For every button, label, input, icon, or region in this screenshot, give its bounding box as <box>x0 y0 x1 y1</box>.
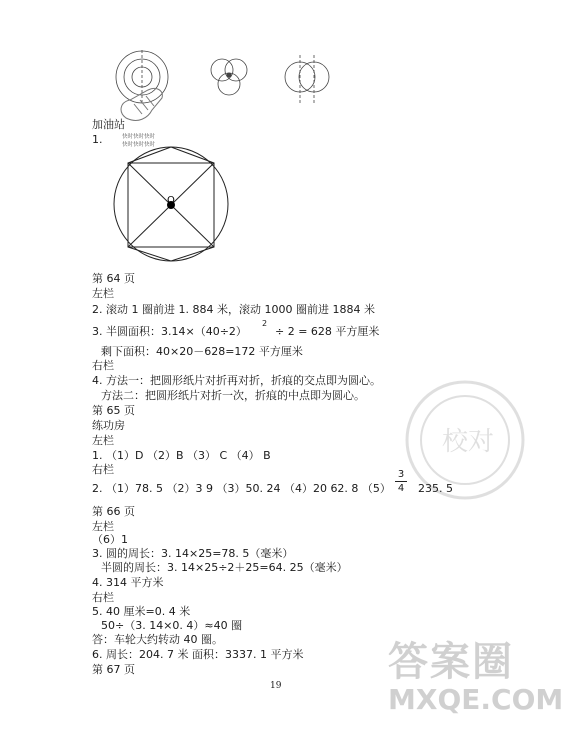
page-label-66: 第 66 页 <box>92 505 135 518</box>
stamp-watermark <box>400 375 530 505</box>
section-liangongfang: 练功房 <box>92 419 125 432</box>
right-column-label: 右栏 <box>92 359 114 372</box>
left-column-label: 左栏 <box>92 520 114 533</box>
answer-3-circumference: 3. 圆的周长：3. 14×25=78. 5（毫米） <box>92 547 294 560</box>
tiny-text-1: 快时快时快时 <box>122 134 156 140</box>
answer-2: 2. 滚动 1 圈前进 1. 884 米，滚动 1000 圈前进 1884 米 <box>92 303 375 316</box>
answer-6: （6）1 <box>92 533 128 546</box>
fraction-numerator: 3 <box>397 469 405 480</box>
right-column-label: 右栏 <box>92 463 114 476</box>
answer-1-choices: 1. （1）D （2）B （3） C （4） B <box>92 449 271 462</box>
page-label-65: 第 65 页 <box>92 404 135 417</box>
answer-2-values: 2. （1）78. 5 （2）3 9 （3）50. 24 （4）20 62. 8 （5） <box>92 482 391 495</box>
answer-3-remain: 剩下面积：40×20－628=172 平方厘米 <box>101 345 303 358</box>
answer-3-semicircle: 半圆的周长：3. 14×25÷2＋25=64. 25（毫米） <box>101 561 348 574</box>
center-label-o: O <box>167 195 175 206</box>
heading-jiayouzhan: 加油站 <box>92 118 125 131</box>
answer-2-tail: 235. 5 <box>418 482 453 495</box>
site-watermark <box>388 640 563 716</box>
top-circle-diagrams <box>0 0 565 120</box>
watermark-text: 答案圈 <box>388 639 514 685</box>
page-number: 19 <box>270 681 282 691</box>
svg-text:校对: 校对 <box>442 427 495 457</box>
right-column-label: 右栏 <box>92 591 114 604</box>
answer-4-area: 4. 314 平方米 <box>92 576 164 589</box>
answer-4-method-1: 4. 方法一：把圆形纸片对折再对折，折痕的交点即为圆心。 <box>92 374 381 387</box>
left-column-label: 左栏 <box>92 434 114 447</box>
page-label-64: 第 64 页 <box>92 272 135 285</box>
answer-3-head: 3. 半圆面积：3.14×（40÷2） <box>92 325 247 338</box>
page-label-67: 第 67 页 <box>92 663 135 676</box>
answer-3-tail: ÷ 2 = 628 平方厘米 <box>275 325 380 338</box>
left-column-label: 左栏 <box>92 287 114 300</box>
answer-6-perimeter-area: 6. 周长：204. 7 米 面积：3337. 1 平方米 <box>92 648 304 661</box>
answer-5-conversion: 5. 40 厘米=0. 4 米 <box>92 605 191 618</box>
answer-5-result: 答：车轮大约转动 40 圈。 <box>92 633 223 646</box>
watermark-url: MXQE.COM <box>388 683 564 716</box>
superscript-2: 2 <box>262 319 268 328</box>
circle-square-diagram <box>112 143 232 263</box>
fraction-denominator: 4 <box>397 483 405 494</box>
answer-4-method-2: 方法二：把圆形纸片对折一次，折痕的中点即为圆心。 <box>101 389 365 402</box>
answer-5-calc: 50÷（3. 14×0. 4）≈40 圈 <box>101 619 243 632</box>
question-number: 1. <box>92 133 103 146</box>
tiny-text-2: 快时快时快时 <box>122 142 156 148</box>
